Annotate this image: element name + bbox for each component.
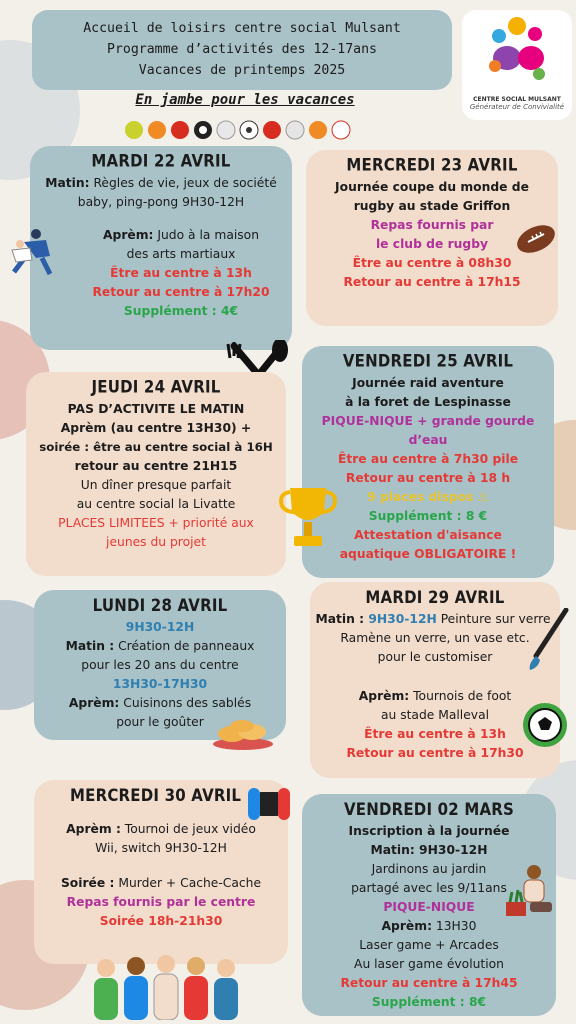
text: au stade Malleval	[380, 708, 490, 722]
pique-nique: d’eau	[408, 433, 448, 447]
text: partagé avec les 9/11ans	[351, 881, 507, 895]
retour-time: Retour au centre à 17h30	[346, 746, 524, 760]
cookies-icon	[210, 716, 276, 752]
label-soiree: Soirée :	[60, 876, 115, 890]
label-aprem: Aprèm:	[358, 689, 410, 703]
retour-time: Retour au centre à 17h45	[340, 976, 518, 990]
text: Murder + Cache-Cache	[114, 876, 262, 890]
repas-info: Repas fournis par	[370, 218, 494, 232]
text: Création de panneaux	[114, 639, 255, 653]
text: au centre social la Livatte	[76, 497, 236, 511]
card-title: LUNDI 28 AVRIL	[92, 594, 228, 616]
header-banner	[32, 10, 452, 90]
text: Judo à la maison	[153, 228, 259, 242]
retour-time: Retour au centre à 17h15	[343, 275, 521, 289]
friends-group-icon	[86, 952, 246, 1020]
logo-tagline: Générateur de Convivialité	[469, 103, 565, 111]
attestation: aquatique OBLIGATOIRE !	[339, 547, 517, 561]
text: PAS D’ACTIVITE LE MATIN	[67, 402, 245, 416]
label-aprem: Aprèm :	[66, 822, 121, 836]
retour-time: Retour au centre à 18 h	[345, 471, 511, 485]
text: Cuisinons des sablés	[119, 696, 252, 710]
time-slot: 9H30-12H	[368, 612, 437, 626]
text: Wii, switch 9H30-12H	[95, 841, 227, 855]
header-subtitle: En jambe pour les vacances	[135, 92, 355, 108]
text: Laser game + Arcades	[359, 938, 499, 952]
gardener-icon	[500, 862, 560, 922]
text: Aprèm (au centre 13H30) +	[60, 421, 252, 435]
text: rugby au stade Griffon	[353, 199, 511, 213]
card-title: MARDI 29 AVRIL	[365, 586, 505, 608]
card-title: MERCREDI 30 AVRIL	[70, 784, 242, 806]
text: pour le customiser	[377, 650, 493, 664]
text: pour le goûter	[116, 715, 204, 729]
text: Tournoi de jeux vidéo	[120, 822, 256, 836]
repas-info: Repas fournis par le centre	[66, 895, 256, 909]
logo	[462, 10, 572, 120]
soiree-time: Soirée 18h-21h30	[99, 914, 223, 928]
text: des arts martiaux	[126, 247, 236, 261]
card-title: MARDI 22 AVRIL	[91, 150, 231, 172]
trophy-icon	[276, 482, 340, 554]
text: Tournois de foot	[409, 689, 512, 703]
sports-balls-icon	[124, 118, 364, 142]
depart-time: Être au centre à 13h	[110, 266, 252, 280]
header-line1: Accueil de loisirs centre social Mulsant	[83, 21, 401, 36]
depart-time: Être au centre à 7h30 pile	[337, 452, 519, 466]
supplement: Supplément : 4€	[123, 304, 239, 318]
label-aprem: Aprèm:	[68, 696, 120, 710]
places-dispo: 9 places dispos ⚠	[367, 490, 489, 504]
text: Journée coupe du monde de	[335, 180, 529, 194]
label-matin: Matin:	[45, 176, 90, 190]
text: Peinture sur verre	[436, 612, 551, 626]
paintbrush-icon	[524, 608, 570, 672]
label-aprem: Aprèm:	[381, 919, 432, 933]
time-slot: 9H30-12H	[125, 620, 195, 634]
card-title: MERCREDI 23 AVRIL	[346, 154, 518, 176]
label-aprem: Aprèm:	[103, 228, 154, 242]
logo-icon	[477, 10, 557, 90]
logo-name: CENTRE SOCIAL MULSANT	[473, 96, 561, 103]
supplement: Supplément : 8€	[371, 995, 487, 1009]
places-limitees: PLACES LIMITEES + priorité aux	[58, 516, 254, 530]
text: Règles de vie, jeux de société	[89, 176, 277, 190]
places-limitees: jeunes du projet	[106, 535, 206, 549]
text: à la foret de Lespinasse	[345, 395, 511, 409]
attestation: Attestation d'aisance	[354, 528, 502, 542]
depart-time: Être au centre à 13h	[364, 727, 506, 741]
time-slot: 13H30	[432, 919, 477, 933]
text: Jardinons au jardin	[371, 862, 487, 876]
soccer-ball-icon	[520, 700, 570, 750]
text: retour au centre 21H15	[74, 459, 238, 473]
rugby-ball-icon	[514, 222, 558, 256]
card-jeudi-24	[26, 372, 286, 576]
card-title: VENDREDI 02 MARS	[343, 798, 515, 820]
text: soirée : être au centre social à 16H	[39, 440, 273, 454]
label-matin: Matin :	[65, 639, 115, 653]
time-slot: 13H30-17H30	[112, 677, 208, 691]
card-title: JEUDI 24 AVRIL	[91, 376, 221, 398]
pique-nique: PIQUE-NIQUE	[383, 900, 475, 914]
text: baby, ping-pong 9H30-12H	[77, 195, 245, 209]
judo-icon	[6, 226, 58, 276]
text: Ramène un verre, un vase etc.	[340, 631, 530, 645]
depart-time: Être au centre à 08h30	[352, 256, 512, 270]
text: Inscription à la journée	[348, 824, 510, 838]
text: Journée raid aventure	[352, 376, 504, 390]
card-mardi-22	[30, 146, 292, 350]
supplement: Supplément : 8 €	[368, 509, 488, 523]
repas-info: le club de rugby	[375, 237, 489, 251]
label-matin: Matin :	[315, 612, 369, 626]
header-line2: Programme d’activités des 12-17ans	[107, 42, 377, 57]
text: pour les 20 ans du centre	[81, 658, 239, 672]
text: Un dîner presque parfait	[80, 478, 232, 492]
pique-nique: PIQUE-NIQUE + grande gourde	[321, 414, 535, 428]
retour-time: Retour au centre à 17h20	[92, 285, 270, 299]
text: Matin: 9H30-12H	[370, 843, 488, 857]
game-controller-icon	[246, 784, 292, 824]
card-title: VENDREDI 25 AVRIL	[342, 350, 514, 372]
header-line3: Vacances de printemps 2025	[138, 63, 346, 78]
text: Au laser game évolution	[354, 957, 504, 971]
